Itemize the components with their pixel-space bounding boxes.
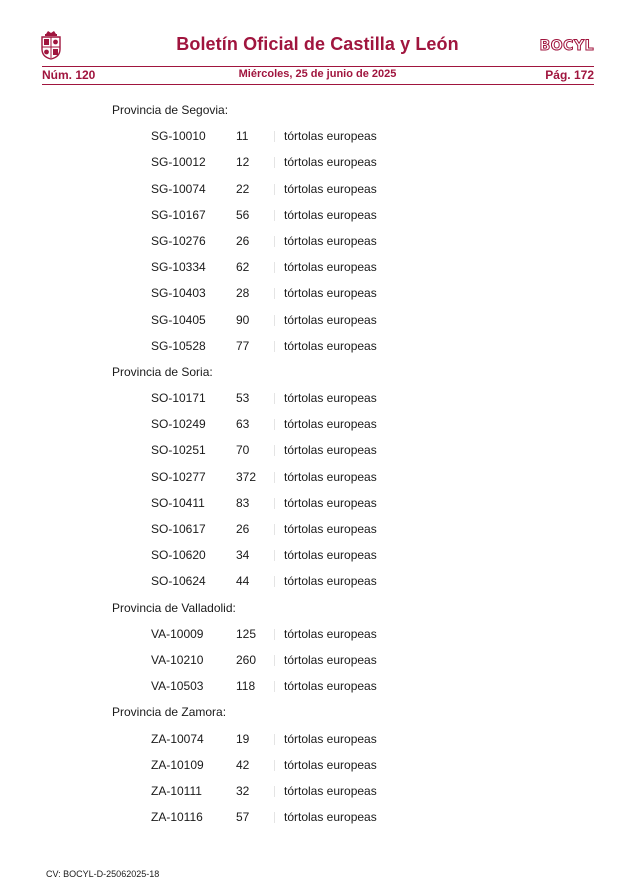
column-divider bbox=[274, 472, 275, 483]
species-name: tórtolas europeas bbox=[284, 233, 377, 248]
quota-count: 53 bbox=[236, 391, 250, 406]
quota-count: 12 bbox=[236, 155, 250, 170]
bulletin-title: Boletín Oficial de Castilla y León bbox=[176, 34, 459, 54]
column-divider bbox=[274, 393, 275, 404]
quota-count: 56 bbox=[236, 207, 250, 222]
table-row bbox=[0, 411, 635, 437]
species-name: tórtolas europeas bbox=[284, 181, 377, 196]
bocyl-logo: BOCYL bbox=[539, 38, 594, 54]
quota-count: 70 bbox=[236, 443, 250, 458]
column-divider bbox=[274, 681, 275, 692]
header-rule-top bbox=[42, 66, 594, 67]
species-name: tórtolas europeas bbox=[284, 129, 377, 144]
hunting-ground-code: SO-10624 bbox=[151, 574, 206, 589]
table-row bbox=[0, 149, 635, 175]
species-name: tórtolas europeas bbox=[284, 679, 377, 694]
species-name: tórtolas europeas bbox=[284, 495, 377, 510]
issue-date: Miércoles, 25 de junio de 2025 bbox=[238, 68, 397, 80]
table-row bbox=[0, 228, 635, 254]
document-body bbox=[0, 97, 635, 830]
table-row bbox=[0, 333, 635, 359]
table-row bbox=[0, 202, 635, 228]
column-divider bbox=[274, 524, 275, 535]
column-divider bbox=[274, 812, 275, 823]
column-divider bbox=[274, 210, 275, 221]
province-heading: Provincia de Zamora: bbox=[112, 705, 227, 720]
column-divider bbox=[274, 236, 275, 247]
quota-count: 118 bbox=[236, 679, 256, 694]
hunting-ground-code: ZA-10111 bbox=[151, 783, 202, 798]
species-name: tórtolas europeas bbox=[284, 286, 377, 301]
hunting-ground-code: SO-10617 bbox=[151, 522, 206, 536]
column-divider bbox=[274, 262, 275, 273]
table-row bbox=[0, 490, 635, 516]
column-divider bbox=[274, 131, 275, 142]
hunting-ground-code: SO-10251 bbox=[151, 443, 206, 458]
hunting-ground-code: VA-10503 bbox=[151, 679, 204, 694]
column-divider bbox=[274, 550, 275, 561]
species-name: tórtolas europeas bbox=[284, 260, 377, 275]
quota-count: 44 bbox=[236, 574, 250, 589]
species-name: tórtolas europeas bbox=[284, 417, 377, 432]
quota-count: 63 bbox=[236, 417, 250, 432]
column-divider bbox=[274, 786, 275, 797]
table-row bbox=[0, 307, 635, 333]
table-row bbox=[0, 385, 635, 411]
quota-count: 34 bbox=[236, 548, 250, 563]
issue-number: Núm. 120 bbox=[42, 68, 96, 82]
column-divider bbox=[274, 288, 275, 299]
table-row bbox=[0, 176, 635, 202]
table-row bbox=[0, 752, 635, 778]
quota-count: 22 bbox=[236, 181, 250, 196]
hunting-ground-code: SG-10074 bbox=[151, 181, 206, 196]
table-row bbox=[0, 568, 635, 594]
table-row bbox=[0, 280, 635, 306]
species-name: tórtolas europeas bbox=[284, 312, 377, 327]
province-heading: Provincia de Soria: bbox=[112, 364, 213, 379]
species-name: tórtolas europeas bbox=[284, 548, 377, 563]
species-name: tórtolas europeas bbox=[284, 757, 377, 772]
column-divider bbox=[274, 576, 275, 587]
column-divider bbox=[274, 498, 275, 509]
quota-count: 42 bbox=[236, 757, 250, 772]
species-name: tórtolas europeas bbox=[284, 522, 377, 536]
quota-count: 62 bbox=[236, 260, 250, 275]
header-rule-bottom bbox=[42, 84, 594, 85]
hunting-ground-code: SO-10277 bbox=[151, 469, 206, 484]
hunting-ground-code: SG-10167 bbox=[151, 207, 206, 222]
quota-count: 32 bbox=[236, 783, 250, 798]
table-row bbox=[0, 647, 635, 673]
verification-code: CV: BOCYL-D-25062025-18 bbox=[46, 869, 160, 879]
hunting-ground-code: SO-10171 bbox=[151, 391, 206, 406]
province-heading: Provincia de Segovia: bbox=[112, 103, 229, 117]
hunting-ground-code: VA-10009 bbox=[151, 626, 204, 641]
province-heading: Provincia de Valladolid: bbox=[112, 600, 236, 615]
quota-count: 26 bbox=[236, 522, 250, 536]
quota-count: 26 bbox=[236, 233, 250, 248]
species-name: tórtolas europeas bbox=[284, 626, 377, 641]
table-row bbox=[0, 621, 635, 647]
table-row bbox=[0, 726, 635, 752]
table-row bbox=[0, 516, 635, 542]
hunting-ground-code: SG-10403 bbox=[151, 286, 206, 301]
hunting-ground-code: SO-10411 bbox=[151, 495, 205, 510]
table-row bbox=[0, 123, 635, 149]
hunting-ground-code: SG-10528 bbox=[151, 338, 206, 353]
quota-count: 83 bbox=[236, 495, 250, 510]
hunting-ground-code: ZA-10109 bbox=[151, 757, 204, 772]
quota-count: 260 bbox=[236, 652, 257, 667]
hunting-ground-code: SO-10620 bbox=[151, 548, 206, 563]
species-name: tórtolas europeas bbox=[284, 469, 377, 484]
hunting-ground-code: VA-10210 bbox=[151, 652, 204, 667]
hunting-ground-code: ZA-10116 bbox=[151, 810, 203, 825]
species-name: tórtolas europeas bbox=[284, 574, 377, 589]
quota-count: 125 bbox=[236, 626, 257, 641]
column-divider bbox=[274, 419, 275, 430]
species-name: tórtolas europeas bbox=[284, 155, 377, 170]
column-divider bbox=[274, 157, 275, 168]
column-divider bbox=[274, 655, 275, 666]
hunting-ground-code: SG-10276 bbox=[151, 233, 206, 248]
table-row bbox=[0, 673, 635, 699]
table-row bbox=[0, 542, 635, 568]
table-row bbox=[0, 464, 635, 490]
table-row bbox=[0, 804, 635, 830]
hunting-ground-code: SG-10012 bbox=[151, 155, 206, 170]
quota-count: 57 bbox=[236, 810, 250, 825]
quota-count: 90 bbox=[236, 312, 250, 327]
quota-count: 372 bbox=[236, 469, 257, 484]
column-divider bbox=[274, 341, 275, 352]
species-name: tórtolas europeas bbox=[284, 652, 377, 667]
page-number: Pág. 172 bbox=[545, 68, 594, 82]
column-divider bbox=[274, 315, 275, 326]
table-row bbox=[0, 437, 635, 463]
hunting-ground-code: SG-10334 bbox=[151, 260, 206, 275]
column-divider bbox=[274, 629, 275, 640]
quota-count: 77 bbox=[236, 338, 250, 353]
species-name: tórtolas europeas bbox=[284, 338, 377, 353]
column-divider bbox=[274, 445, 275, 456]
species-name: tórtolas europeas bbox=[284, 810, 377, 825]
column-divider bbox=[274, 734, 275, 745]
quota-count: 28 bbox=[236, 286, 250, 301]
hunting-ground-code: SO-10249 bbox=[151, 417, 206, 432]
quota-count: 19 bbox=[236, 731, 250, 746]
species-name: tórtolas europeas bbox=[284, 731, 377, 746]
hunting-ground-code: SG-10405 bbox=[151, 312, 206, 327]
species-name: tórtolas europeas bbox=[284, 443, 377, 458]
hunting-ground-code: SG-10010 bbox=[151, 129, 206, 144]
column-divider bbox=[274, 760, 275, 771]
table-row bbox=[0, 254, 635, 280]
column-divider bbox=[274, 184, 275, 195]
species-name: tórtolas europeas bbox=[284, 391, 377, 406]
hunting-ground-code: ZA-10074 bbox=[151, 731, 204, 746]
table-row bbox=[0, 778, 635, 804]
quota-count: 11 bbox=[236, 129, 249, 144]
species-name: tórtolas europeas bbox=[284, 207, 377, 222]
species-name: tórtolas europeas bbox=[284, 783, 377, 798]
